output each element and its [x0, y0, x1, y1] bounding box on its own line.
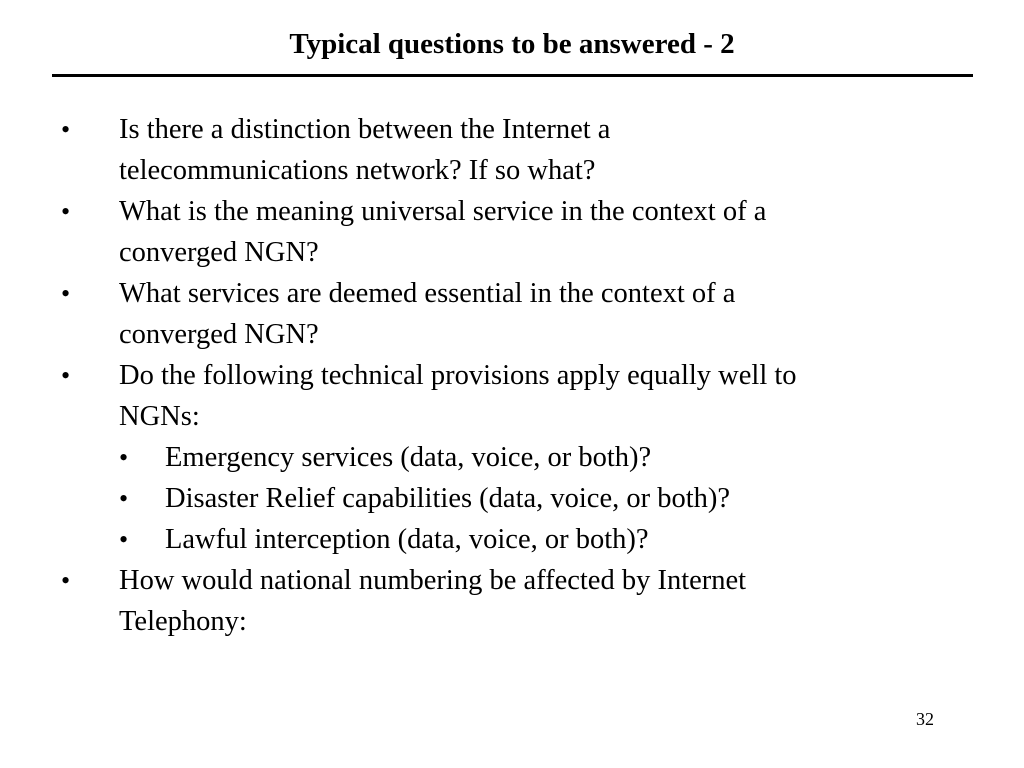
- page-number: 32: [916, 709, 934, 729]
- bullet-item: [0, 191, 1024, 273]
- sub-bullet-text: Emergency services (data, voice, or both)?: [165, 442, 652, 473]
- bullet-marker: •: [61, 115, 71, 144]
- sub-bullet-text: Lawful interception (data, voice, or both)?: [165, 524, 649, 555]
- sub-bullet-marker: •: [119, 484, 129, 513]
- sub-bullet-item: [0, 478, 1024, 519]
- bullet-item: [0, 355, 1024, 437]
- bullet-marker: •: [61, 197, 71, 226]
- bullet-line: NGNs:: [119, 401, 200, 432]
- bullet-line: What is the meaning universal service in the context of a: [119, 196, 767, 227]
- bullet-text: [119, 273, 949, 355]
- bullet-text: [119, 355, 949, 437]
- sub-bullet-text: Disaster Relief capabilities (data, voice, or both)?: [165, 483, 731, 514]
- bullet-item: [0, 560, 1024, 642]
- sub-bullet-marker: •: [119, 443, 129, 472]
- title-divider: [52, 74, 973, 77]
- bullet-marker: •: [61, 566, 71, 595]
- bullet-list: [0, 109, 1024, 642]
- bullet-text: [119, 109, 949, 191]
- bullet-item: [0, 109, 1024, 191]
- bullet-text: [119, 191, 949, 273]
- bullet-marker: •: [61, 279, 71, 308]
- bullet-text: [119, 560, 949, 642]
- bullet-marker: •: [61, 361, 71, 390]
- slide-title: Typical questions to be answered - 2: [289, 28, 735, 60]
- bullet-line: What services are deemed essential in the context of a: [119, 278, 736, 309]
- sub-bullet-item: [0, 519, 1024, 560]
- bullet-line: Is there a distinction between the Internet a: [119, 114, 611, 145]
- bullet-line: telecommunications network? If so what?: [119, 155, 596, 186]
- sub-bullet-marker: •: [119, 525, 129, 554]
- bullet-line: Do the following technical provisions apply equally well to: [119, 360, 797, 391]
- bullet-line: converged NGN?: [119, 237, 319, 268]
- bullet-item: [0, 273, 1024, 355]
- bullet-line: How would national numbering be affected by Internet: [119, 565, 747, 596]
- bullet-line: Telephony:: [119, 606, 247, 637]
- sub-bullet-item: [0, 437, 1024, 478]
- bullet-line: converged NGN?: [119, 319, 319, 350]
